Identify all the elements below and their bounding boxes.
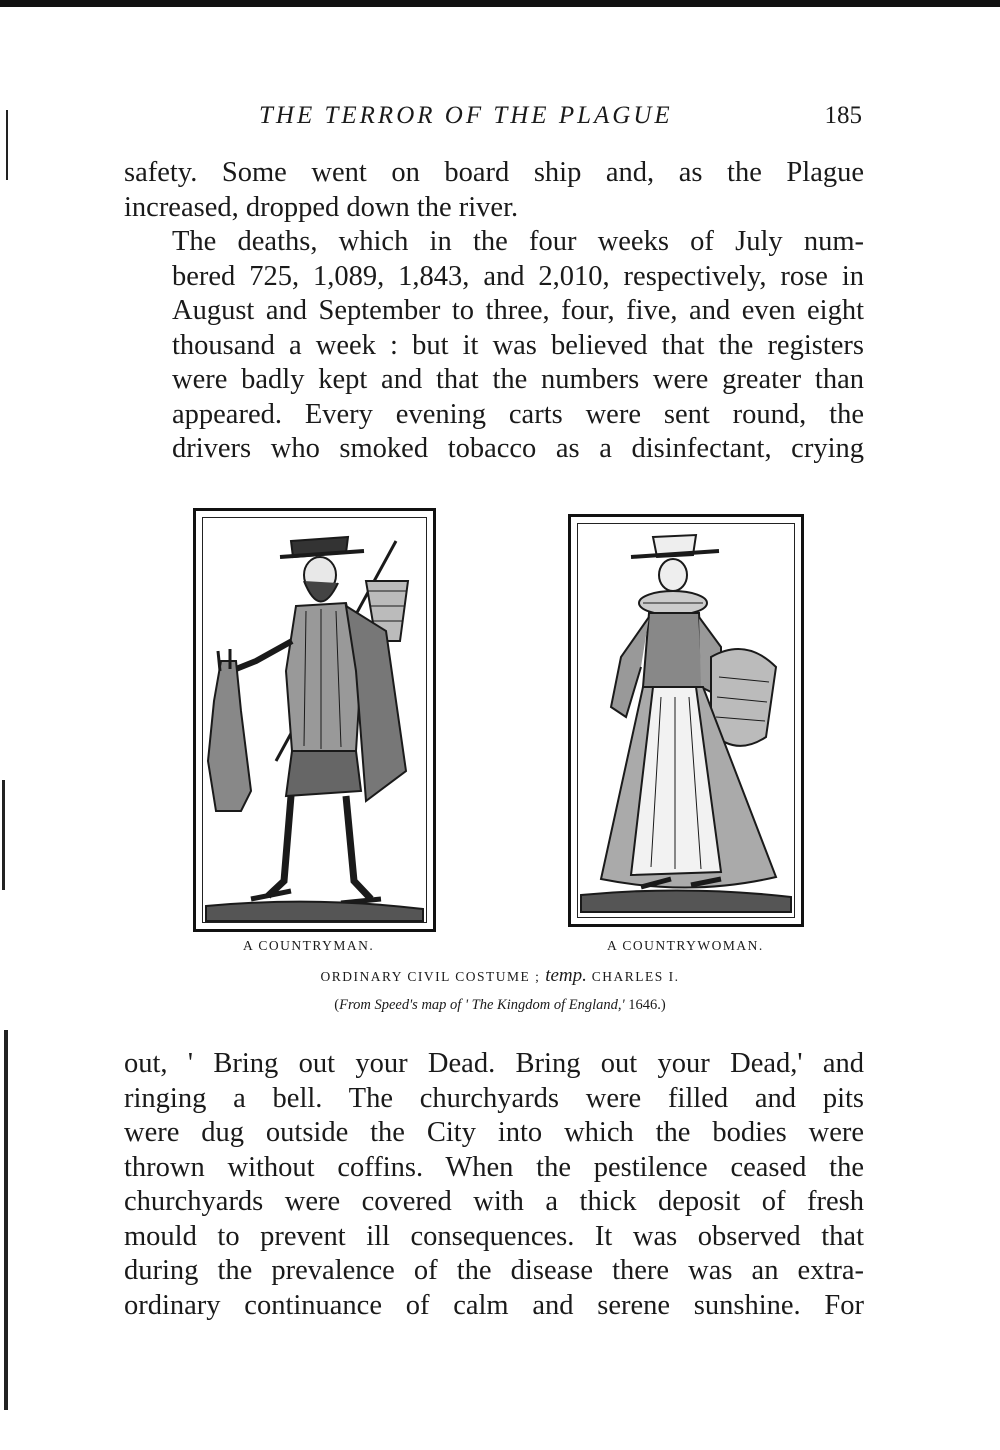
text-line: out, ' Bring out your Dead. Bring out your Dead,' and (124, 1048, 864, 1079)
countrywoman-engraving (568, 514, 804, 927)
text-line: August and September to three, four, five, and even eight (172, 295, 864, 326)
text-line: ringing a bell. The churchyards were filled and pits (124, 1082, 864, 1114)
text-line: were badly kept and that the numbers were greater than (172, 364, 864, 395)
left-edge-mark (2, 780, 5, 890)
caption-king-text: CHARLES I. (591, 969, 680, 984)
text-line: mould to prevent ill consequences. It was observed that (124, 1220, 864, 1252)
source-citation: From Speed's map of ' The Kingdom of England,' (339, 997, 625, 1013)
text-line: during the prevalence of the disease there was an extra- (124, 1255, 864, 1286)
running-title: THE TERROR OF THE PLAGUE (259, 102, 673, 129)
source-year: 1646.) (628, 997, 666, 1013)
paragraph-plague-aftermath (124, 1047, 864, 1323)
text-line: churchyards were covered with a thick deposit of fresh (124, 1186, 864, 1217)
text-line: thrown without coffins. When the pestilence ceased the (124, 1151, 864, 1183)
text-line: bered 725, 1,089, 1,843, and 2,010, respectively, rose in (172, 260, 864, 292)
figure-source-caption (0, 997, 1000, 1014)
countryman-engraving (193, 508, 436, 932)
top-border-rule (0, 0, 1000, 7)
left-edge-mark (4, 1030, 8, 1410)
page-number: 185 (824, 102, 862, 129)
text-line: were dug outside the City into which the bodies were (124, 1117, 864, 1148)
paragraph-deaths (124, 225, 864, 467)
text-line: appeared. Every evening carts were sent round, the (172, 398, 864, 430)
text-line: thousand a week : but it was believed that the registers (172, 329, 864, 361)
countrywoman-illustration (571, 517, 801, 924)
paragraph-continuation (124, 156, 864, 225)
source-open-paren: ( (334, 997, 340, 1013)
caption-costume-text: ORDINARY CIVIL COSTUME ; (320, 969, 541, 984)
figure-caption-left: A COUNTRYMAN. (243, 938, 375, 953)
countryman-illustration (196, 511, 433, 929)
text-line: The deaths, which in the four weeks of July num- (172, 226, 864, 257)
figure-caption-right: A COUNTRYWOMAN. (607, 938, 764, 953)
figure-main-caption (0, 965, 1000, 987)
text-line: drivers who smoked tobacco as a disinfectant, crying (172, 433, 864, 464)
caption-temp-word: temp. (545, 965, 587, 986)
page-header (124, 100, 864, 140)
text-line: safety. Some went on board ship and, as the Plague (124, 157, 864, 188)
text-line: increased, dropped down the river. (124, 191, 519, 223)
text-line: ordinary continuance of calm and serene sunshine. For (124, 1289, 864, 1321)
left-edge-mark (6, 110, 8, 180)
